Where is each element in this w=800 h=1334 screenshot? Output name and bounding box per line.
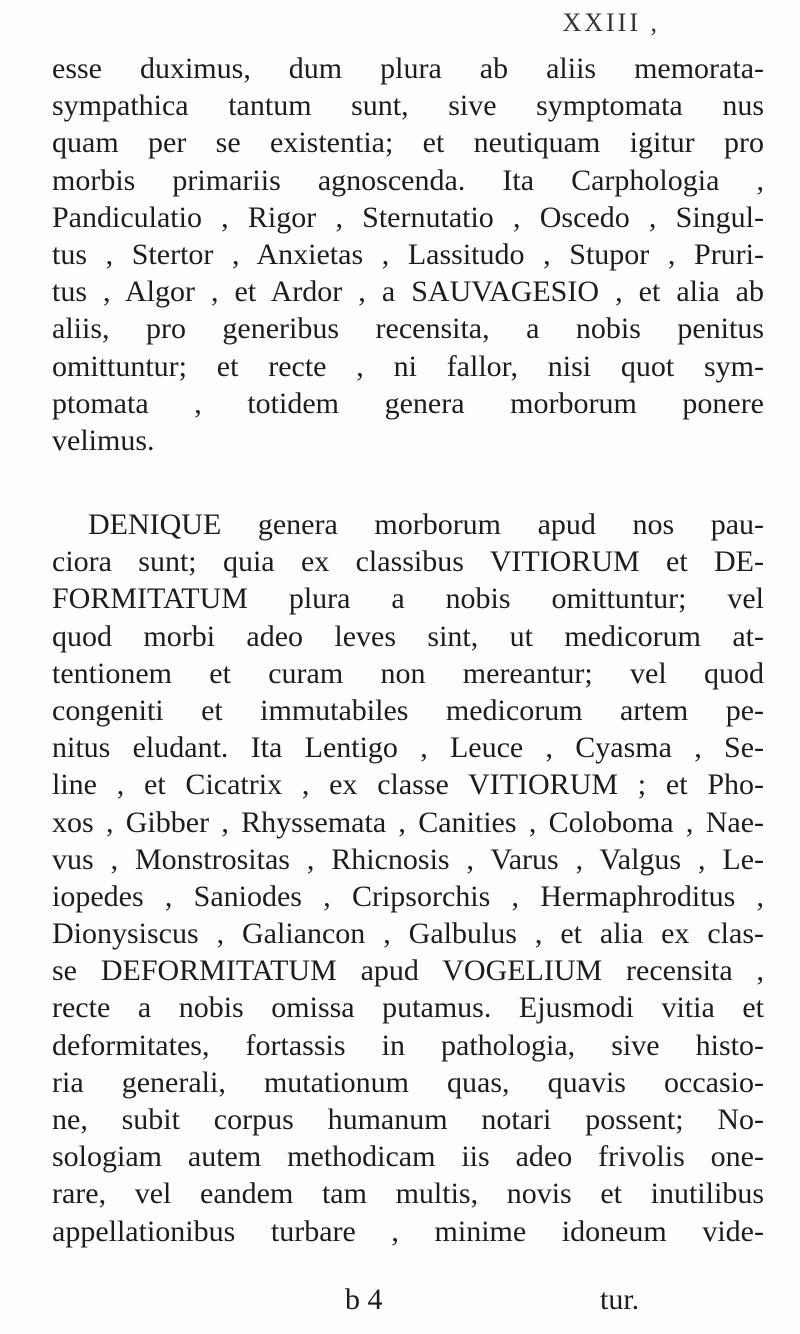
text-line: FORMITATUM plura a nobis omittuntur; vel [52,582,764,616]
text-line: velimus. [52,423,155,457]
text-line: Pandiculatio , Rigor , Sternutatio , Oscedo , Singul- [52,200,764,234]
text-line: quam per se existentia; et neutiquam igitur pro [52,126,764,160]
paragraph-2 [52,506,764,1250]
text-line: ria generali, mutationum quas, quavis occasio- [52,1065,764,1099]
text-line: recte a nobis omissa putamus. Ejusmodi vitia et [52,991,764,1025]
text-line: rare, vel eandem tam multis, novis et inutilibus [52,1177,764,1211]
text-line: ciora sunt; quia ex classibus VITIORUM et DE- [52,545,764,579]
text-line: aliis, pro generibus recensita, a nobis penitus [52,312,764,346]
text-line: tentionem et curam non mereantur; vel quod [52,656,764,690]
text-line: se DEFORMITATUM apud VOGELIUM recensita , [52,954,764,988]
text-line: vus , Monstrositas , Rhicnosis , Varus , Valgus , Le- [52,842,764,876]
text-line: congeniti et immutabiles medicorum artem pe- [52,693,764,727]
text-line: ptomata , totidem genera morborum ponere [52,386,764,420]
text-line: sympathica tantum sunt, sive symptomata nus [52,89,764,123]
text-line: tus , Algor , et Ardor , a SAUVAGESIO , et alia ab [52,275,764,309]
text-line: line , et Cicatrix , ex classe VITIORUM ; et Pho- [52,768,764,802]
text-line: omittuntur; et recte , ni fallor, nisi quot sym- [52,349,764,383]
text-line: deformitates, fortassis in pathologia, sive histo- [52,1028,764,1062]
running-head: XXIII , [562,8,660,37]
text-line: appellationibus turbare , minime idoneum vide- [52,1214,764,1248]
text-line: sologiam autem methodicam iis adeo frivolis one- [52,1140,764,1174]
text-line: esse duximus, dum plura ab aliis memorata- [52,52,764,85]
text-line: Dionysiscus , Galiancon , Galbulus , et alia ex clas- [52,917,764,951]
signature-mark: b 4 [345,1283,383,1316]
text-line: nitus eludant. Ita Lentigo , Leuce , Cyasma , Se- [52,731,764,765]
paragraph-1 [52,50,764,459]
text-line: morbis primariis agnoscenda. Ita Carphologia , [52,163,764,197]
text-line: tus , Stertor , Anxietas , Lassitudo , Stupor , Pruri- [52,237,764,271]
text-line: ne, subit corpus humanum notari possent; No- [52,1103,764,1136]
text-line: iopedes , Saniodes , Cripsorchis , Hermaphroditus , [52,879,764,913]
text-line: quod morbi adeo leves sint, ut medicorum at- [52,619,764,653]
text-line: xos , Gibber , Rhyssemata , Canities , Coloboma , Nae- [52,805,764,839]
text-line: DENIQUE genera morborum apud nos pau- [88,508,764,541]
catchword: tur. [600,1283,640,1316]
